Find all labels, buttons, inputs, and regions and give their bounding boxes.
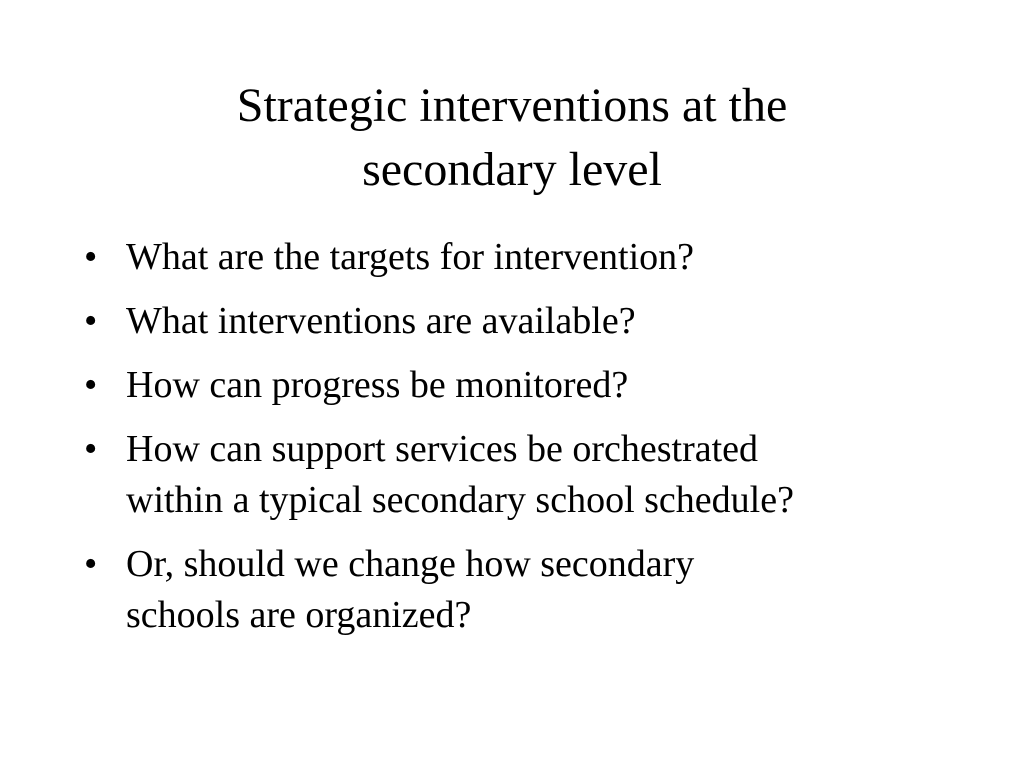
bullet-line: within a typical secondary school schedule? (126, 479, 794, 521)
bullet-list (84, 232, 964, 654)
bullet-item (84, 232, 964, 283)
slide-title (0, 74, 1024, 202)
bullet-item (84, 296, 964, 347)
bullet-item (84, 539, 964, 641)
bullet-line: schools are organized? (126, 594, 472, 636)
bullet-text (126, 296, 964, 347)
slide-title-line: secondary level (362, 143, 662, 196)
bullet-dot-icon: • (84, 300, 98, 342)
bullet-line: What interventions are available? (126, 300, 636, 342)
bullet-line: How can progress be monitored? (126, 364, 629, 406)
bullet-item (84, 424, 964, 526)
bullet-line: How can support services be orchestrated (126, 428, 759, 470)
bullet-dot-icon: • (84, 543, 98, 585)
bullet-dot-icon: • (84, 364, 98, 406)
bullet-line: Or, should we change how secondary (126, 543, 695, 585)
bullet-line: What are the targets for intervention? (126, 236, 694, 278)
bullet-text (126, 232, 964, 283)
bullet-dot-icon: • (84, 428, 98, 470)
bullet-text (126, 360, 964, 411)
bullet-item (84, 360, 964, 411)
bullet-text (126, 539, 964, 641)
slide-title-line: Strategic interventions at the (236, 79, 788, 132)
bullet-dot-icon: • (84, 236, 98, 278)
bullet-text (126, 424, 964, 526)
